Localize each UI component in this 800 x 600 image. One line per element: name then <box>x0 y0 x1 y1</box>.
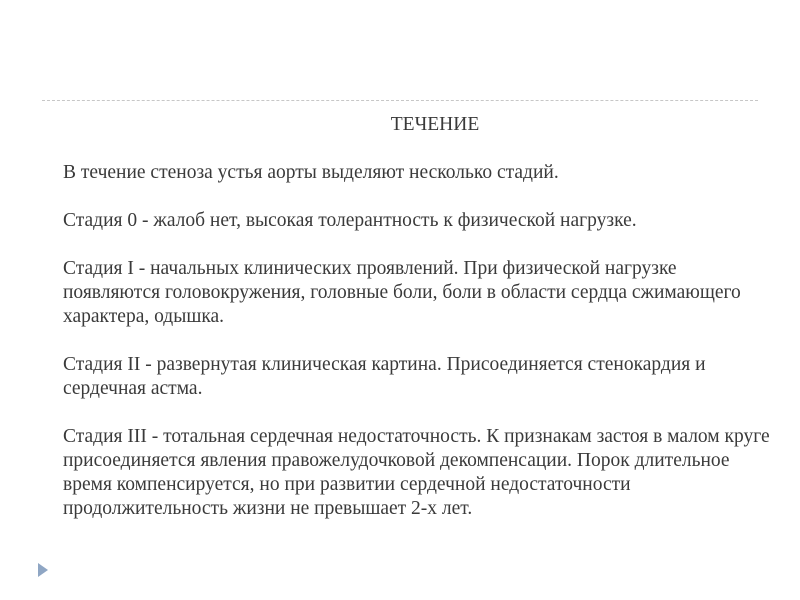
paragraph-stage-2: Стадия II - развернутая клиническая картина. Присоединяется стенокардия и сердечная астма. <box>63 354 706 399</box>
paragraph-stage-0: Стадия 0 - жалоб нет, высокая толерантность к физической нагрузке. <box>63 210 637 231</box>
paragraph-stage-1: Стадия I - начальных клинических проявлений. При физической нагрузке появляются головокружения, головные боли, боли в области сердца сжимающего характера, одышка. <box>63 258 741 327</box>
header-divider <box>42 100 758 101</box>
triangle-right-icon <box>38 563 48 577</box>
paragraph-stage-3: Стадия III - тотальная сердечная недостаточность. К признакам застоя в малом круге присоединяется явления правожелудочковой декомпенсации. Порок длительное время компенсируется, но при развитии сердечной недостаточности продолжительность жизни не превышает 2-х лет. <box>63 426 770 519</box>
slide-content <box>63 113 775 521</box>
slide-title: ТЕЧЕНИЕ <box>390 114 480 135</box>
paragraph-intro: В течение стеноза устья аорты выделяют несколько стадий. <box>63 162 559 183</box>
